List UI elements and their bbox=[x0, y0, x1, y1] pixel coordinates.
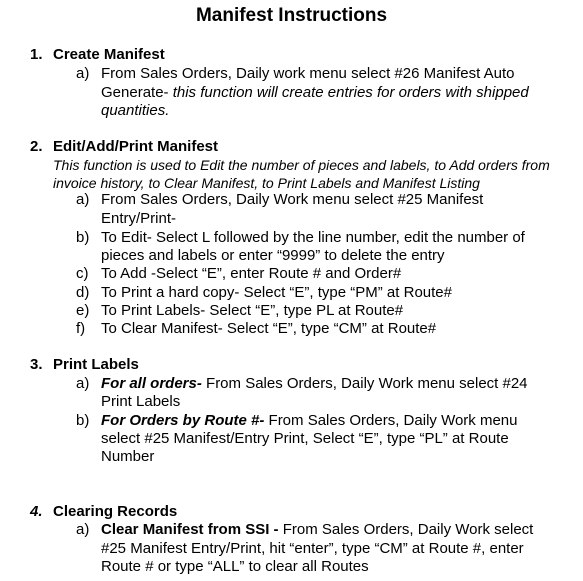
item-text-line3: Number bbox=[101, 448, 155, 465]
item-text bbox=[101, 375, 528, 393]
item-text: To Print Labels- Select “E”, type PL at Route# bbox=[101, 302, 404, 319]
section-number: 3. bbox=[30, 356, 43, 373]
item-text: From Sales Orders, Daily work menu select #26 Manifest Auto bbox=[101, 65, 515, 82]
section-description-line2: invoice history, to Clear Manifest, to Print Labels and Manifest Listing bbox=[53, 175, 480, 191]
item-rest: From Sales Orders, Daily Work menu bbox=[264, 412, 518, 429]
section-heading: Edit/Add/Print Manifest bbox=[53, 138, 218, 155]
section-number: 1. bbox=[30, 46, 43, 63]
item-lead: Clear Manifest from SSI - bbox=[101, 521, 279, 538]
section-heading: Create Manifest bbox=[53, 46, 165, 63]
item-text: To Edit- Select L followed by the line number, edit the number of bbox=[101, 229, 525, 246]
item-text: To Clear Manifest- Select “E”, type “CM” at Route# bbox=[101, 320, 437, 337]
item-letter: b) bbox=[76, 412, 90, 429]
item-letter: a) bbox=[76, 375, 90, 392]
item-text-italic: this function will create entries for orders with shipped bbox=[172, 84, 529, 101]
item-text bbox=[101, 412, 517, 430]
item-text bbox=[101, 521, 533, 539]
section-description: This function is used to Edit the number of pieces and labels, to Add orders from bbox=[53, 157, 550, 173]
item-text-line2: Print Labels bbox=[101, 393, 181, 410]
item-rest: From Sales Orders, Daily Work select bbox=[278, 521, 534, 538]
item-lead: For all orders- bbox=[101, 375, 202, 392]
item-text-line2: Entry/Print- bbox=[101, 210, 177, 227]
item-text-line2 bbox=[101, 84, 529, 102]
item-rest: From Sales Orders, Daily Work menu select #24 bbox=[201, 375, 528, 392]
item-text-line2: #25 Manifest Entry/Print, hit “enter”, type “CM” at Route #, enter bbox=[101, 540, 524, 557]
item-text-plain: Generate- bbox=[101, 84, 173, 101]
item-letter: d) bbox=[76, 284, 90, 301]
item-letter: f) bbox=[76, 320, 86, 337]
section-heading: Print Labels bbox=[53, 356, 139, 373]
item-text-line2: select #25 Manifest/Entry Print, Select “E”, type “PL” at Route bbox=[101, 430, 509, 447]
section-number: 2. bbox=[30, 138, 43, 155]
item-letter: b) bbox=[76, 229, 90, 246]
item-lead: For Orders by Route #- bbox=[101, 412, 265, 429]
item-letter: c) bbox=[76, 265, 89, 282]
item-text-line3: quantities. bbox=[101, 102, 170, 119]
item-text: From Sales Orders, Daily Work menu select #25 Manifest bbox=[101, 191, 484, 208]
section-number: 4. bbox=[30, 503, 43, 520]
section-heading: Clearing Records bbox=[53, 503, 178, 520]
item-letter: a) bbox=[76, 521, 90, 538]
item-letter: a) bbox=[76, 65, 90, 82]
item-text-line2: pieces and labels or enter “9999” to delete the entry bbox=[101, 247, 445, 264]
item-text: To Print a hard copy- Select “E”, type “PM” at Route# bbox=[101, 284, 452, 301]
page-title: Manifest Instructions bbox=[195, 5, 388, 26]
item-letter: e) bbox=[76, 302, 90, 319]
item-text: To Add -Select “E”, enter Route # and Order# bbox=[101, 265, 402, 282]
item-text-line3: Route # or type “ALL” to clear all Routes bbox=[101, 558, 369, 575]
item-letter: a) bbox=[76, 191, 90, 208]
